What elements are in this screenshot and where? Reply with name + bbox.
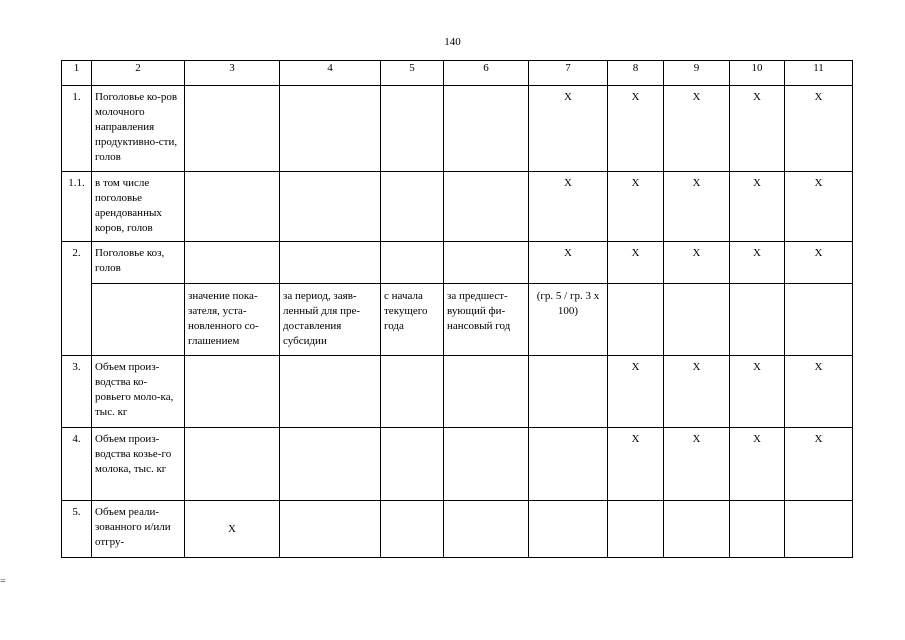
header-cell: 5	[381, 61, 444, 86]
table-cell: X	[608, 356, 664, 428]
table-cell: X	[664, 242, 730, 284]
table-cell	[664, 501, 730, 558]
subheader-row	[62, 284, 853, 356]
table-cell	[381, 172, 444, 242]
table-cell	[185, 242, 280, 284]
table-cell	[185, 172, 280, 242]
table-cell	[529, 428, 608, 501]
table-cell	[529, 356, 608, 428]
header-cell: 11	[785, 61, 853, 86]
subheader-cell: с начала текущего года	[381, 284, 444, 356]
table-cell: X	[608, 86, 664, 172]
table-cell: X	[785, 428, 853, 501]
table-cell: X	[730, 172, 785, 242]
table-cell	[444, 242, 529, 284]
table-cell: X	[529, 86, 608, 172]
table-cell: X	[730, 356, 785, 428]
table-cell	[381, 428, 444, 501]
table-cell	[280, 501, 381, 558]
table-cell: X	[730, 86, 785, 172]
table-cell	[381, 356, 444, 428]
table-cell	[381, 86, 444, 172]
page-number: 140	[444, 36, 461, 48]
table-cell	[608, 284, 664, 356]
row-name: Объем произ-водства ко-ровьего моло-ка, тыс. кг	[92, 356, 185, 428]
header-row	[62, 61, 853, 86]
table-cell: X	[730, 428, 785, 501]
row-name: Объем реали-зованного и/или отгру-	[92, 501, 185, 558]
header-cell: 3	[185, 61, 280, 86]
header-cell: 6	[444, 61, 529, 86]
table-cell: X	[529, 172, 608, 242]
row-number: 4.	[62, 428, 92, 501]
subheader-cell: значение пока-зателя, уста-новленного со-глашением	[185, 284, 280, 356]
subheader-cell: за предшест-вующий фи-нансовый год	[444, 284, 529, 356]
table-cell: X	[785, 242, 853, 284]
table-cell: X	[664, 86, 730, 172]
table-cell	[444, 172, 529, 242]
table-cell: X	[664, 172, 730, 242]
header-cell: 2	[92, 61, 185, 86]
row-name: Поголовье ко-ров молочного направления продуктивно-сти, голов	[92, 86, 185, 172]
subheader-cell: (гр. 5 / гр. 3 х 100)	[529, 284, 608, 356]
table-row	[62, 86, 853, 172]
margin-mark: =	[0, 576, 6, 587]
table-row	[62, 428, 853, 501]
table-cell: X	[608, 428, 664, 501]
table-cell: X	[608, 172, 664, 242]
table-row	[62, 172, 853, 242]
header-cell: 4	[280, 61, 381, 86]
table-row	[62, 501, 853, 558]
row-number: 2.	[62, 242, 92, 356]
table-cell: X	[608, 242, 664, 284]
header-cell: 9	[664, 61, 730, 86]
table-cell: X	[664, 356, 730, 428]
table-cell: X	[730, 242, 785, 284]
table-cell	[280, 356, 381, 428]
header-cell: 7	[529, 61, 608, 86]
table-cell	[730, 501, 785, 558]
table-cell	[280, 86, 381, 172]
table-cell	[185, 86, 280, 172]
row-name: в том числе поголовье арендованных коров, голов	[92, 172, 185, 242]
table-cell	[280, 242, 381, 284]
table-cell	[92, 284, 185, 356]
table-cell	[381, 501, 444, 558]
table-row	[62, 356, 853, 428]
header-cell: 1	[62, 61, 92, 86]
header-cell: 10	[730, 61, 785, 86]
table-cell	[529, 501, 608, 558]
table-cell	[785, 284, 853, 356]
table-cell: X	[529, 242, 608, 284]
data-table	[61, 60, 853, 558]
table-cell: X	[785, 356, 853, 428]
table-cell: X	[185, 501, 280, 558]
table-cell	[730, 284, 785, 356]
table-cell	[608, 501, 664, 558]
table-cell	[185, 428, 280, 501]
table-cell	[785, 501, 853, 558]
header-cell: 8	[608, 61, 664, 86]
table-cell	[280, 172, 381, 242]
table-cell	[444, 356, 529, 428]
table-cell	[381, 242, 444, 284]
table-cell	[444, 428, 529, 501]
table-cell	[185, 356, 280, 428]
row-name: Объем произ-водства козье-го молока, тыс. кг	[92, 428, 185, 501]
table-cell: X	[785, 172, 853, 242]
table-row	[62, 242, 853, 284]
table-cell	[444, 86, 529, 172]
table-cell	[664, 284, 730, 356]
row-number: 1.1.	[62, 172, 92, 242]
row-number: 1.	[62, 86, 92, 172]
table-cell	[280, 428, 381, 501]
row-name: Поголовье коз, голов	[92, 242, 185, 284]
table-cell: X	[785, 86, 853, 172]
row-number: 3.	[62, 356, 92, 428]
row-number: 5.	[62, 501, 92, 558]
table-cell: X	[664, 428, 730, 501]
subheader-cell: за период, заяв-ленный для пре-доставления субсидии	[280, 284, 381, 356]
table-cell	[444, 501, 529, 558]
